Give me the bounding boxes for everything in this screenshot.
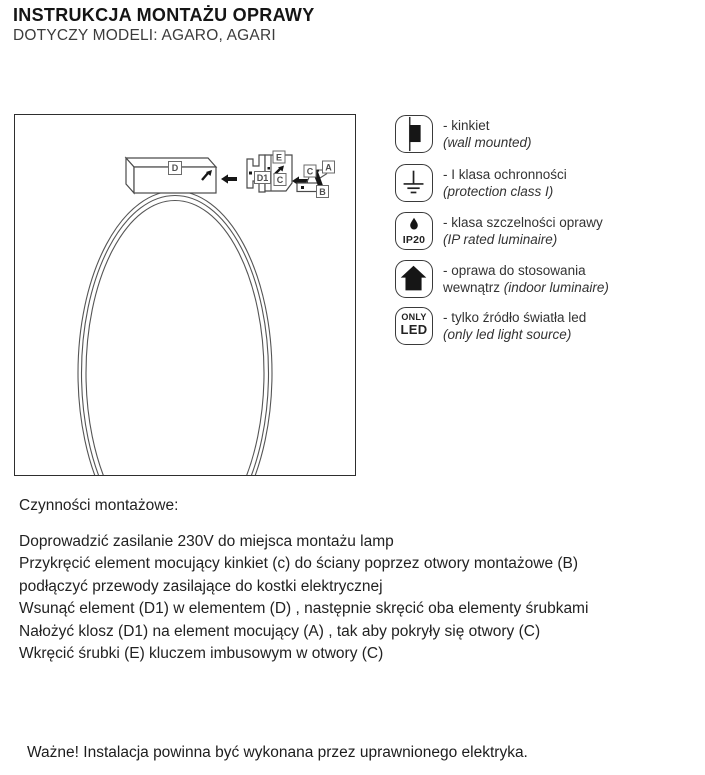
page-title: INSTRUKCJA MONTAŻU OPRAWY [13,5,315,25]
part-label-c: C [276,175,284,185]
part-label-c: C [306,166,314,177]
warning-note: Ważne! Instalacja powinna być wykonana przez uprawnionego elektryka. [27,744,528,761]
arrow-left-icon [221,174,237,183]
only-led-icon [395,307,433,345]
feature-text: - tylko źródło światła led (only led light source) [443,310,587,342]
step-line: Nałożyć klosz (D1) na element mocujący (A) , tak aby pokryły się otwory (C) [19,622,541,640]
led-text: LED [400,322,428,337]
housing-box-part-d [126,158,216,193]
step-line: Doprowadzić zasilanie 230V do miejsca montażu lamp [19,533,394,550]
feature-text: - I klasa ochronności (protection class I) [443,167,567,199]
page-subtitle: DOTYCZY MODELI: AGARO, AGARI [13,27,276,44]
instructions-heading: Czynności montażowe: [19,497,179,514]
feature-text: - kinkiet (wall mounted) [443,118,532,150]
only-text: ONLY [401,312,427,322]
feature-text: - oprawa do stosowania wewnątrz (indoor luminaire) [443,263,609,295]
step-line: Wsunąć element (D1) w elementem (D) , następnie skręcić oba elementy śrubkami [19,600,589,618]
ip20-text: IP20 [402,234,426,246]
lamp-diagram [15,115,355,475]
step-line: podłączyć przewody zasilające do kostki elektrycznej [19,577,383,595]
step-line: Przykręcić element mocujący kinkiet (c) do ściany poprzez otwory montażowe (B) [19,555,579,573]
part-label-d1: D1 [256,173,269,183]
part-label-b: B [319,187,326,197]
step-line: Wkręcić śrubki (E) kluczem imbusowym w otwory (C) [19,645,384,663]
ring-lamp-drawing [78,191,272,475]
protection-class-icon [395,164,433,202]
bracket-assembly [247,151,292,192]
part-label-a: A [325,162,332,173]
ip-rating-icon [395,212,433,250]
feature-text: - klasa szczelności oprawy (IP rated luminaire) [443,215,603,247]
part-label-d: D [171,163,179,173]
technical-drawing [14,114,356,476]
instructions-steps [19,531,588,665]
indoor-use-icon [395,260,433,298]
wall-mounted-icon [395,115,433,153]
part-label-e: E [275,152,283,163]
